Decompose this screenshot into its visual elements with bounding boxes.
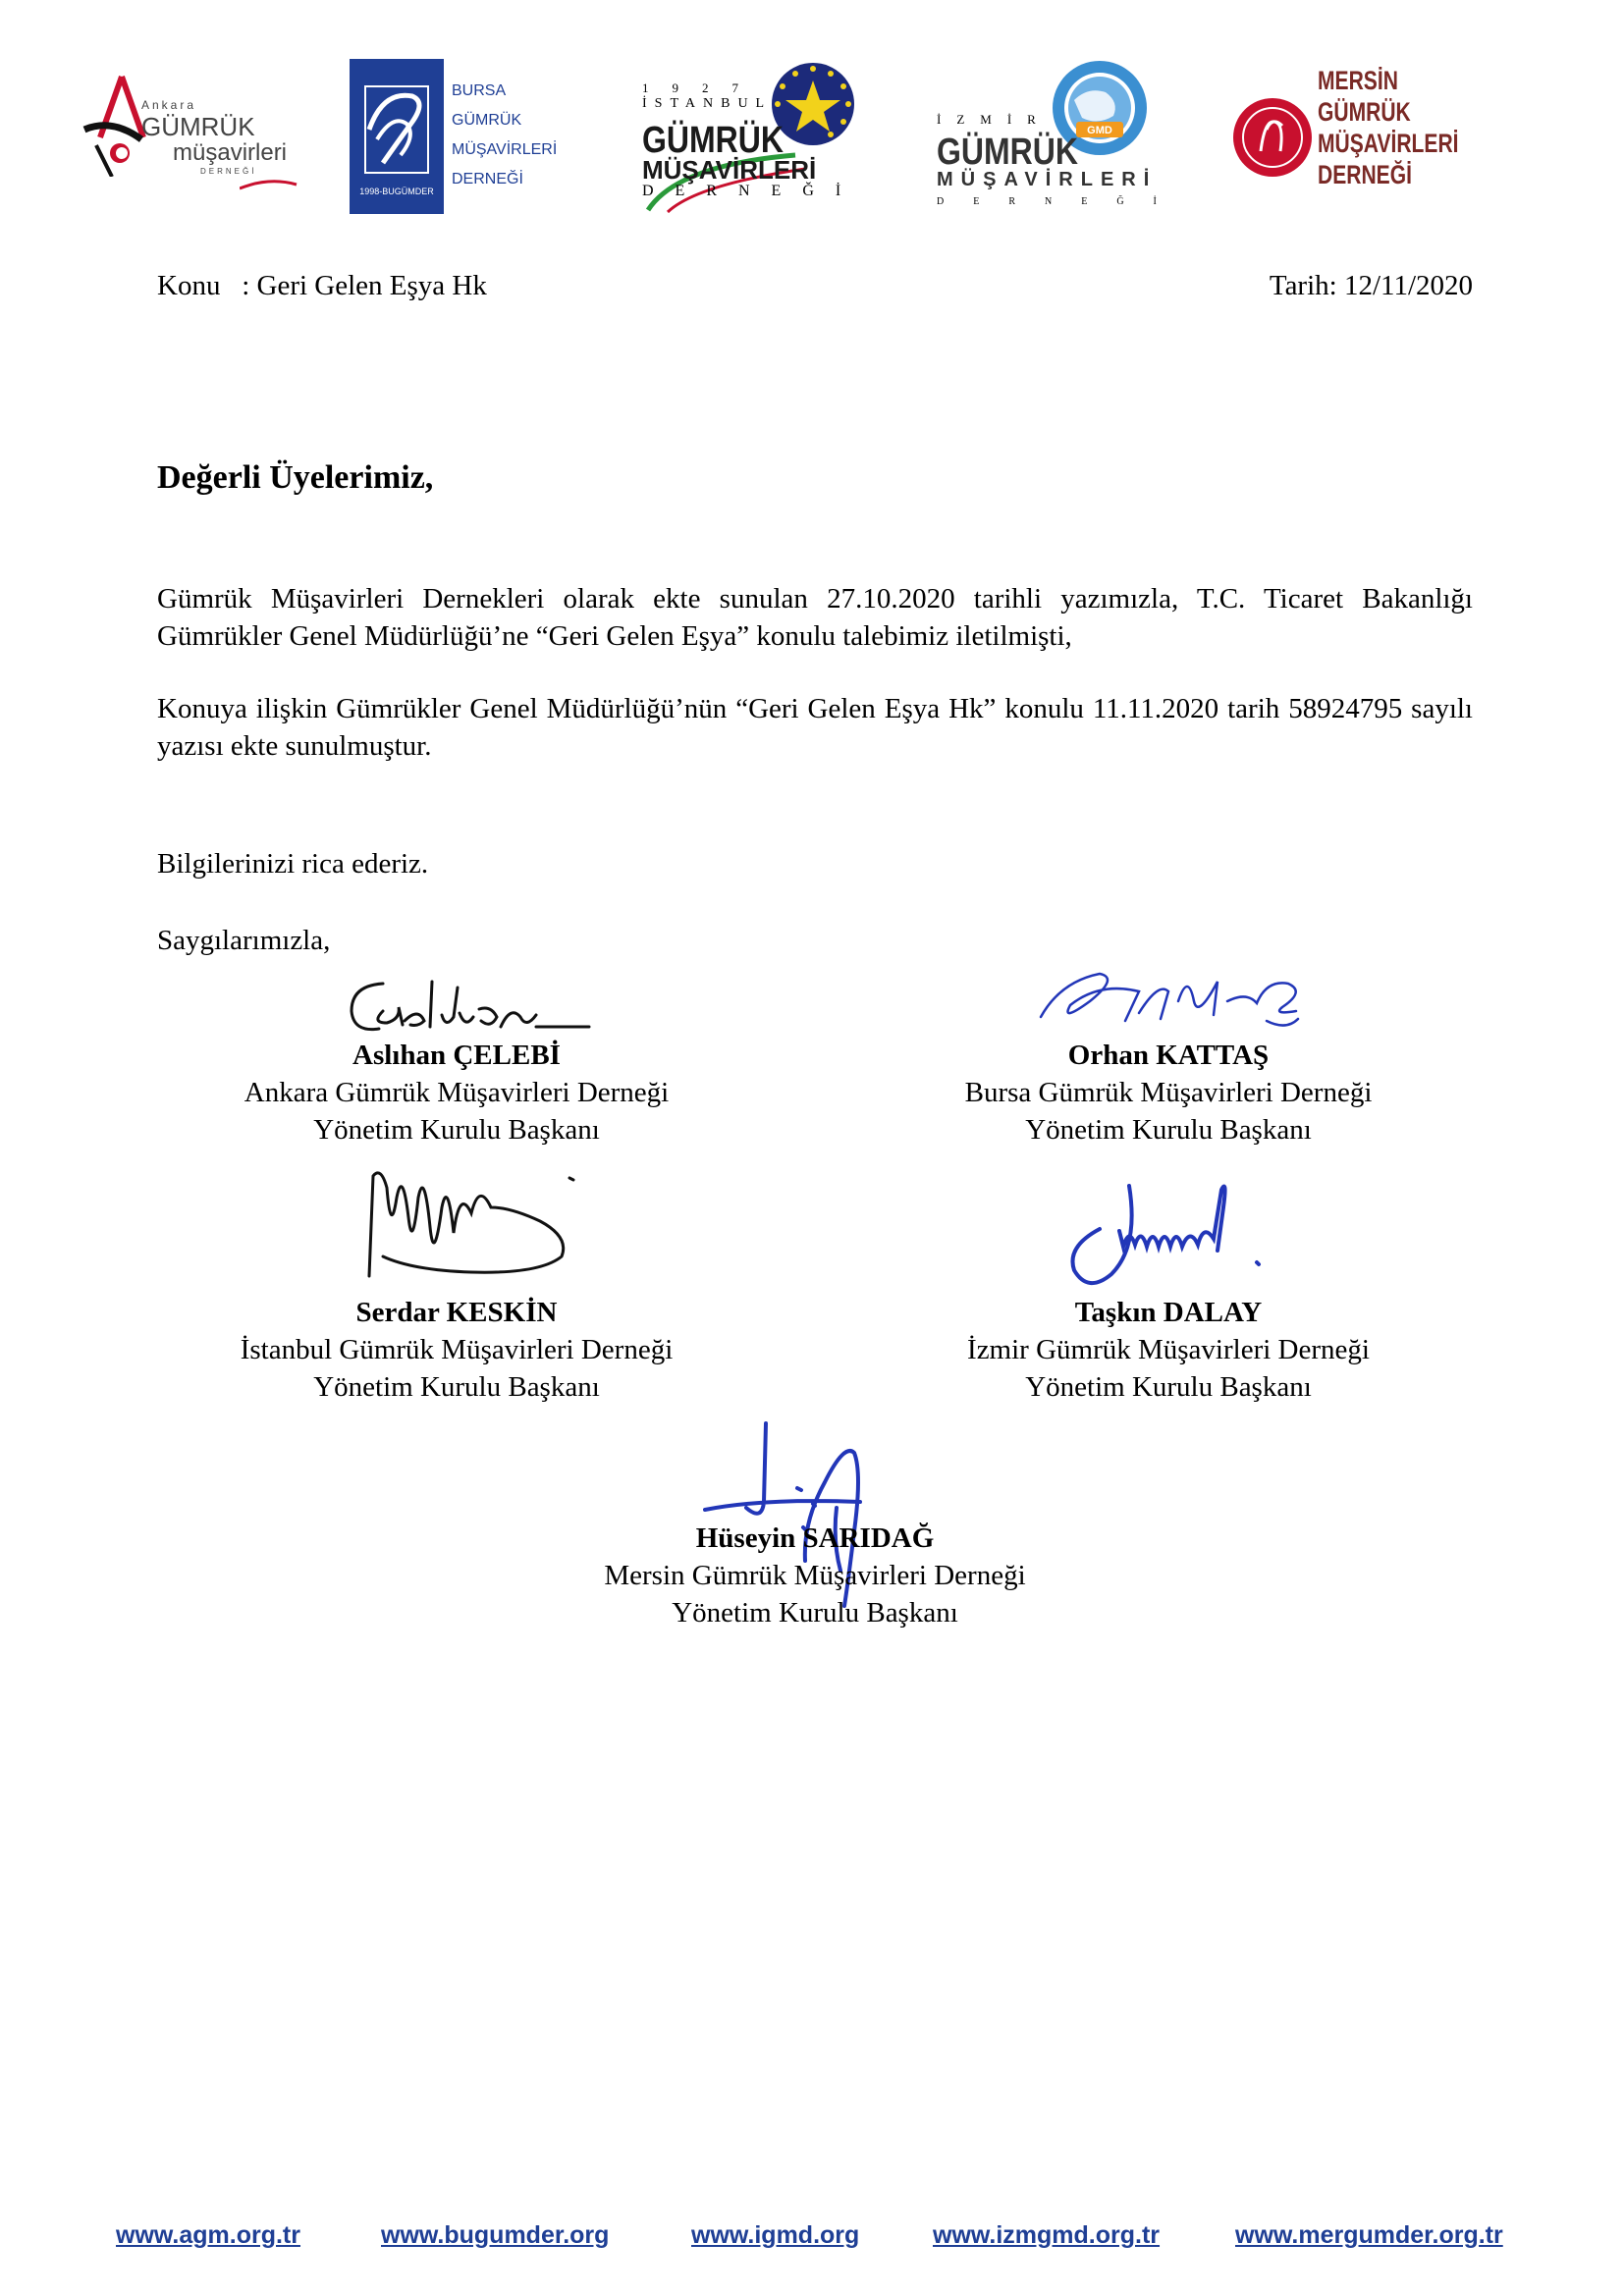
- signature-dalay-icon: [1060, 1168, 1286, 1296]
- signature-celebi-icon: [344, 972, 619, 1041]
- signature-kattas-icon: [1031, 962, 1326, 1041]
- mersin-logo-line: GÜMRÜK: [1318, 97, 1411, 127]
- izmir-logo-city: İZMİR: [937, 112, 1052, 127]
- mersin-logo-line: MÜŞAVİRLERİ: [1318, 129, 1459, 158]
- ankara-logo-city: Ankara: [141, 98, 197, 112]
- ankara-logo-title: GÜMRÜK: [141, 112, 255, 141]
- closing-salutation: Saygılarımızla,: [157, 925, 331, 956]
- bursa-logo-line: MÜŞAVİRLERİ: [452, 141, 558, 158]
- bursa-logo-year: 1998-BUGÜMDER: [359, 187, 434, 196]
- signatory-org: İzmir Gümrük Müşavirleri Derneği: [967, 1334, 1370, 1365]
- signatory-name: Serdar KESKİN: [355, 1297, 558, 1328]
- mersin-logo-text: [1318, 65, 1459, 190]
- signatory-title: Yönetim Kurulu Başkanı: [1025, 1371, 1312, 1403]
- izmir-logo-badge: GMD: [1087, 125, 1112, 136]
- istanbul-logo-year: 1927: [642, 80, 762, 95]
- izmir-logo-title: GÜMRÜK: [937, 130, 1078, 173]
- signatory-name: Taşkın DALAY: [1074, 1297, 1263, 1328]
- mersin-logo-line: MERSİN: [1318, 66, 1398, 95]
- signatory-name: Hüseyin SARIDAĞ: [695, 1522, 935, 1554]
- signature-keskin-icon: [353, 1158, 589, 1286]
- mersin-logo: [1231, 59, 1467, 216]
- bursa-emblem-icon: [363, 84, 430, 175]
- subject-label: Konu : Geri Gelen Eşya Hk: [157, 270, 487, 301]
- subject-date-row: [157, 270, 1473, 302]
- bursa-logo: [350, 59, 558, 214]
- bursa-logo-box: [350, 59, 444, 214]
- signatory-org: Mersin Gümrük Müşavirleri Derneği: [604, 1560, 1026, 1591]
- istanbul-logo-dernegi: DERNEĞİ: [642, 183, 863, 199]
- bursa-logo-line: BURSA: [452, 82, 507, 99]
- bursa-logo-text: [452, 77, 557, 194]
- closing-request: Bilgilerinizi rica ederiz.: [157, 848, 429, 880]
- signatory-title: Yönetim Kurulu Başkanı: [313, 1371, 600, 1403]
- ankara-logo-dernegi: DERNEĞİ: [200, 167, 257, 176]
- signatory-izmir: [923, 1294, 1414, 1406]
- footer-link-bugumder[interactable]: www.bugumder.org: [381, 2221, 610, 2249]
- istanbul-logo-title: GÜMRÜK: [642, 118, 784, 161]
- istanbul-logo: [638, 57, 863, 214]
- signatory-title: Yönetim Kurulu Başkanı: [672, 1597, 958, 1629]
- mersin-logo-line: DERNEĞİ: [1318, 160, 1412, 189]
- izmir-logo: [933, 57, 1186, 224]
- ankara-logo: [82, 69, 289, 196]
- signatory-name: Orhan KATTAŞ: [1067, 1040, 1270, 1071]
- signatory-istanbul: [167, 1294, 746, 1406]
- date-label: Tarih: 12/11/2020: [1269, 270, 1473, 301]
- footer-links: [116, 2221, 1549, 2261]
- signatory-org: İstanbul Gümrük Müşavirleri Derneği: [240, 1334, 674, 1365]
- signatory-ankara: [167, 1037, 746, 1148]
- signatory-name: Aslıhan ÇELEBİ: [352, 1040, 561, 1071]
- body-paragraph: Konuya ilişkin Gümrükler Genel Müdürlüğü’nün “Geri Gelen Eşya Hk” konulu 11.11.2020 tarih 58924795 sayılı yazısı ekte sunulmuştur.: [157, 693, 1473, 762]
- footer-link-igmd[interactable]: www.igmd.org: [691, 2221, 860, 2249]
- ankara-underline-icon: [240, 179, 298, 190]
- bursa-logo-line: DERNEĞİ: [452, 171, 523, 187]
- footer-link-agm[interactable]: www.agm.org.tr: [116, 2221, 300, 2249]
- ankara-logo-subtitle: müşavirleri: [173, 139, 288, 166]
- istanbul-logo-subtitle: MÜŞAVİRLERİ: [642, 155, 817, 185]
- izmir-logo-subtitle: MÜŞAVİRLERİ: [937, 169, 1158, 190]
- signatory-title: Yönetim Kurulu Başkanı: [313, 1114, 600, 1146]
- bursa-logo-line: GÜMRÜK: [452, 112, 522, 129]
- footer-link-izmgmd[interactable]: www.izmgmd.org.tr: [933, 2221, 1161, 2249]
- mersin-seal-icon: [1231, 61, 1314, 214]
- signatory-org: Ankara Gümrük Müşavirleri Derneği: [244, 1077, 670, 1108]
- izmir-logo-dernegi: DERNEĞİ: [937, 196, 1186, 207]
- istanbul-logo-city: İSTANBUL: [642, 96, 773, 111]
- signatory-title: Yönetim Kurulu Başkanı: [1025, 1114, 1312, 1146]
- footer-link-mergumder[interactable]: www.mergumder.org.tr: [1235, 2221, 1503, 2249]
- body-paragraph: Gümrük Müşavirleri Dernekleri olarak ekte sunulan 27.10.2020 tarihli yazımızla, T.C. Ticaret Bakanlığı Gümrükler Genel Müdürlüğü’ne “Geri Gelen Eşya” konulu talebimiz iletilmişti,: [157, 583, 1473, 652]
- greeting: Değerli Üyelerimiz,: [157, 459, 434, 496]
- signatory-bursa: [923, 1037, 1414, 1148]
- signatory-org: Bursa Gümrük Müşavirleri Derneği: [964, 1077, 1373, 1108]
- signatory-mersin: [520, 1520, 1110, 1631]
